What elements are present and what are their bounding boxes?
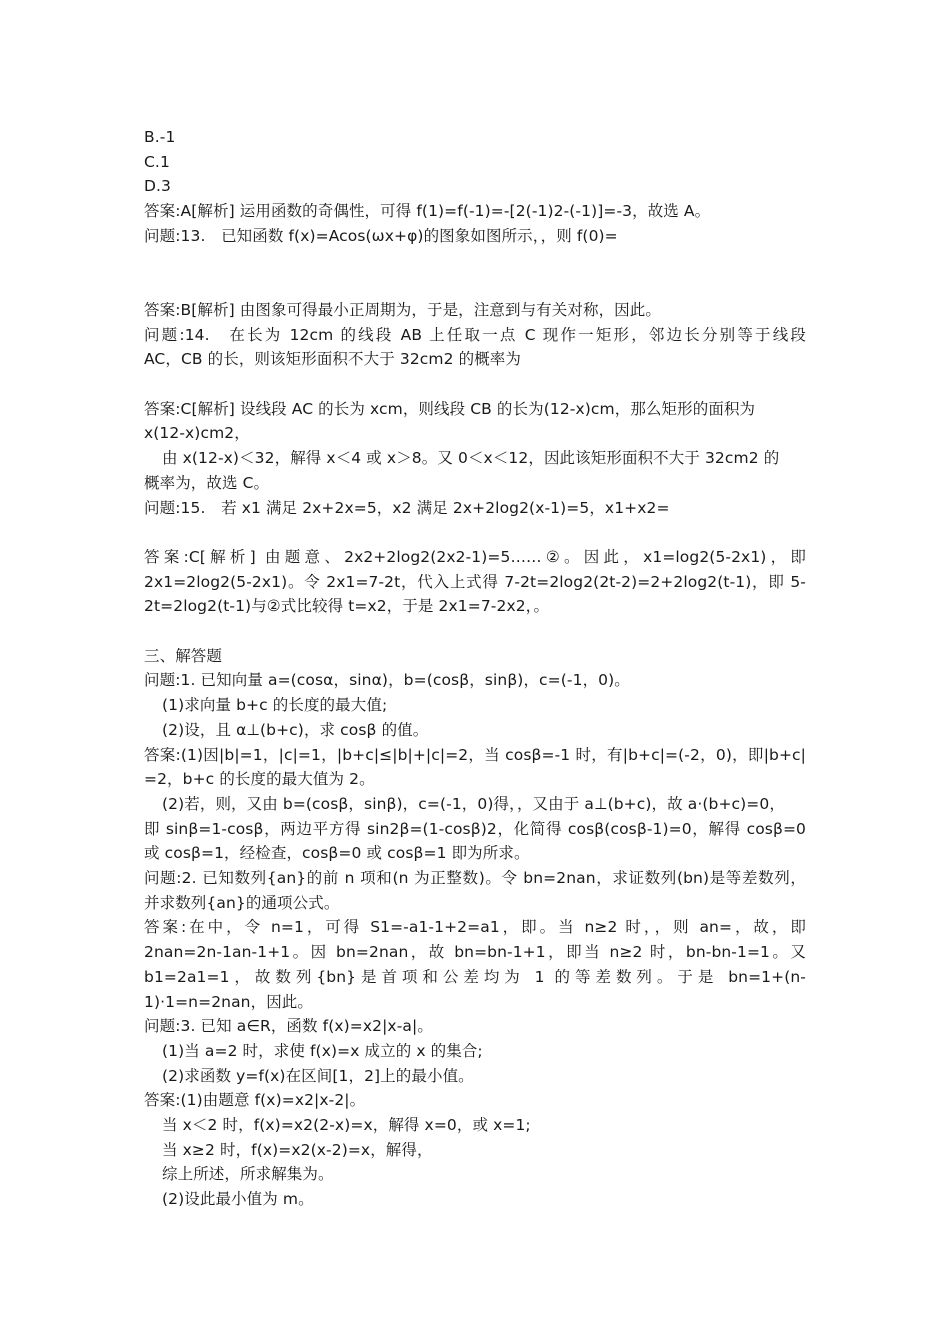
document-body <box>144 125 806 1212</box>
spacer <box>144 372 806 397</box>
spacer <box>144 619 806 644</box>
problem-2-line-2: 并求数列{an}的通项公式。 <box>144 893 340 912</box>
question-14-line-1: 问题:14. 在长为 12cm 的线段 AB 上任取一点 C 现作一矩形，邻边长分别等于线段 <box>144 325 806 344</box>
solution-2-line-2: 2nan=2n-1an-1+1。因 bn=2nan，故 bn=bn-1+1，即当 n≥2 时，bn-bn-1=1。又 <box>144 943 806 962</box>
answer-14-line-2: x(12-x)cm2， <box>144 424 250 443</box>
solution-1-line-1: 答案:(1)因|b|=1，|c|=1，|b+c|≤|b|+|c|=2，当 cosβ=-1 时，有|b+c|=(-2，0)，即|b+c| <box>144 745 806 764</box>
answer-14-line-4: 概率为，故选 C。 <box>144 473 270 492</box>
solution-3-line-4: 综上所述，所求解集为。 <box>162 1165 334 1184</box>
section-heading: 三、解答题 <box>144 646 223 665</box>
problem-1-part-1: (1)求向量 b+c 的长度的最大值; <box>162 696 388 715</box>
question-14-line-2: AC，CB 的长，则该矩形面积不大于 32cm2 的概率为 <box>144 350 521 369</box>
question-13: 问题:13. 已知函数 f(x)=Acos(ωx+φ)的图象如图所示，，则 f(0)= <box>144 226 618 245</box>
solution-1-line-4: 即 sinβ=1-cosβ，两边平方得 sin2β=(1-cosβ)2，化简得 cosβ(cosβ-1)=0，解得 cosβ=0 <box>144 819 806 838</box>
problem-2-line-1: 问题:2. 已知数列{an}的前 n 项和(n 为正整数)。令 bn=2nan，求证数列(bn)是等差数列， <box>144 869 806 888</box>
answer-14-line-1: 答案:C[解析] 设线段 AC 的长为 xcm，则线段 CB 的长为(12-x)cm，那么矩形的面积为 <box>144 399 756 418</box>
option-c: C.1 <box>144 152 170 171</box>
solution-3-line-1: 答案:(1)由题意 f(x)=x2|x-2|。 <box>144 1091 366 1110</box>
question-15: 问题:15. 若 x1 满足 2x+2x=5，x2 满足 2x+2log2(x-1)=5，x1+x2= <box>144 498 670 517</box>
solution-2-line-3: b1=2a1=1，故数列{bn}是首项和公差均为 1 的等差数列。于是 bn=1+(n- <box>144 967 806 986</box>
problem-3: 问题:3. 已知 a∈R，函数 f(x)=x2|x-a|。 <box>144 1017 433 1036</box>
solution-3-line-2: 当 x＜2 时，f(x)=x2(2-x)=x，解得 x=0，或 x=1; <box>162 1116 531 1135</box>
solution-2-line-1: 答案:在中，令 n=1，可得 S1=-a1-1+2=a1，即。当 n≥2 时，，则 an=，故，即 <box>144 918 806 937</box>
answer-12: 答案:A[解析] 运用函数的奇偶性，可得 f(1)=f(-1)=-[2(-1)2-(-1)]=-3，故选 A。 <box>144 202 711 221</box>
problem-3-part-1: (1)当 a=2 时，求使 f(x)=x 成立的 x 的集合; <box>162 1041 483 1060</box>
solution-3-line-5: (2)设此最小值为 m。 <box>162 1190 314 1209</box>
option-d: D.3 <box>144 177 172 196</box>
solution-1-line-5: 或 cosβ=1，经检查，cosβ=0 或 cosβ=1 即为所求。 <box>144 844 530 863</box>
solution-3-line-3: 当 x≥2 时，f(x)=x2(x-2)=x，解得， <box>162 1140 433 1159</box>
answer-14-line-3: 由 x(12-x)＜32，解得 x＜4 或 x＞8。又 0＜x＜12，因此该矩形面积不大于 32cm2 的 <box>162 449 780 468</box>
problem-1-part-2: (2)设，且 α⊥(b+c)，求 cosβ 的值。 <box>162 720 429 739</box>
answer-15-line-2: 2x1=2log2(5-2x1)。令 2x1=7-2t，代入上式得 7-2t=2log2(2t-2)=2+2log2(t-1)，即 5- <box>144 572 806 591</box>
solution-2-line-4: 1)·1=n=2nan，因此。 <box>144 992 314 1011</box>
answer-15-line-1: 答案:C[解析] 由题意、2x2+2log2(2x2-1)=5……②。因此，x1=log2(5-2x1)，即 <box>144 547 806 566</box>
option-b: B.-1 <box>144 128 176 146</box>
problem-1: 问题:1. 已知向量 a=(cosα，sinα)，b=(cosβ，sinβ)，c=(-1，0)。 <box>144 671 630 690</box>
spacer <box>144 249 806 298</box>
spacer <box>144 520 806 545</box>
answer-15-line-3: 2t=2log2(t-1)与②式比较得 t=x2，于是 2x1=7-2x2，。 <box>144 597 550 616</box>
problem-3-part-2: (2)求函数 y=f(x)在区间[1，2]上的最小值。 <box>162 1066 474 1085</box>
solution-1-line-3: (2)若，则，又由 b=(cosβ，sinβ)，c=(-1，0)得，，又由于 a⊥(b+c)，故 a·(b+c)=0， <box>162 794 785 813</box>
answer-13: 答案:B[解析] 由图象可得最小正周期为，于是，注意到与有关对称，因此。 <box>144 300 661 319</box>
solution-1-line-2: =2，b+c 的长度的最大值为 2。 <box>144 770 375 789</box>
